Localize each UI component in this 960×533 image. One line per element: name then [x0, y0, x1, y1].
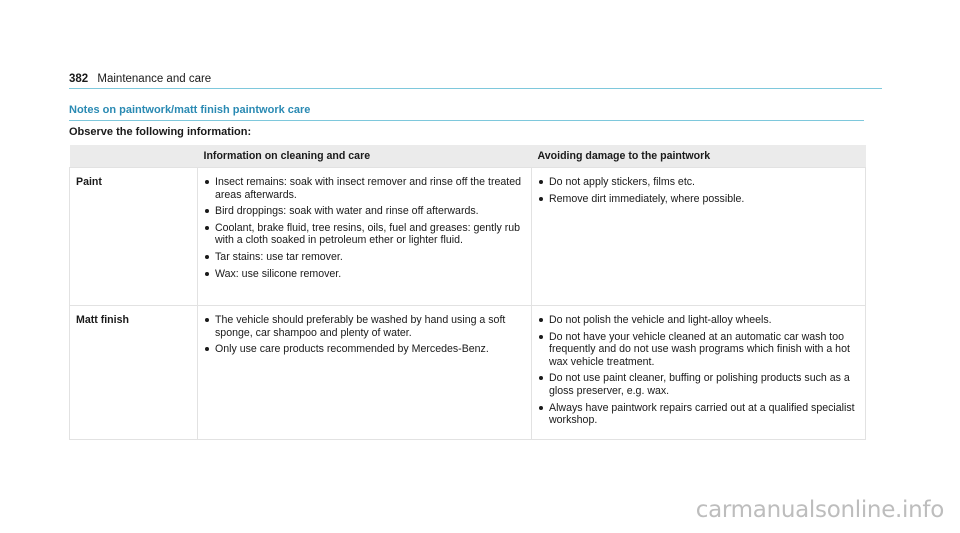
- row-label-matt-finish: Matt finish: [70, 306, 198, 440]
- list-item: Do not use paint cleaner, buffing or polishing products such as a gloss preserver, e.g. wax.: [538, 372, 855, 397]
- column-header-cleaning: Information on cleaning and care: [198, 145, 532, 168]
- list-item: Do not apply stickers, films etc.: [538, 176, 855, 189]
- list-item: Insect remains: soak with insect remover and rinse off the treated areas afterwards.: [204, 176, 521, 201]
- column-header-empty: [70, 145, 198, 168]
- page-number: 382: [69, 73, 89, 85]
- paint-cleaning-list: [204, 176, 521, 280]
- row-label-paint: Paint: [70, 168, 198, 306]
- list-item: Always have paintwork repairs carried out at a qualified specialist workshop.: [538, 402, 855, 427]
- list-item: The vehicle should preferably be washed by hand using a soft sponge, car shampoo and plenty of water.: [204, 314, 521, 339]
- section-title: Notes on paintwork/matt finish paintwork care: [69, 103, 864, 121]
- list-item: Coolant, brake fluid, tree resins, oils, fuel and greases: gently rub with a cloth soaked in petroleum ether or lighter fluid.: [204, 222, 521, 247]
- list-item: Do not have your vehicle cleaned at an automatic car wash too frequently and do not use wash programs which finish with a hot wax vehicle treatment.: [538, 331, 855, 369]
- list-item: Remove dirt immediately, where possible.: [538, 193, 855, 206]
- page-header: [69, 72, 882, 89]
- list-item: Tar stains: use tar remover.: [204, 251, 521, 264]
- watermark: carmanualsonline.info: [695, 497, 944, 523]
- header-section-title: Maintenance and care: [97, 73, 212, 85]
- list-item: Bird droppings: soak with water and rinse off afterwards.: [204, 205, 521, 218]
- paint-avoiding-cell: [532, 168, 866, 306]
- list-item: Wax: use silicone remover.: [204, 268, 521, 281]
- intro-text: Observe the following information:: [69, 126, 252, 138]
- paint-avoiding-list: [538, 176, 855, 205]
- care-table: [69, 145, 866, 440]
- matt-cleaning-list: [204, 314, 521, 356]
- list-item: Do not polish the vehicle and light-alloy wheels.: [538, 314, 855, 327]
- table-row: [70, 168, 866, 306]
- matt-cleaning-cell: [198, 306, 532, 440]
- table-header-row: [70, 145, 866, 168]
- list-item: Only use care products recommended by Mercedes-Benz.: [204, 343, 521, 356]
- table-row: [70, 306, 866, 440]
- column-header-avoiding: Avoiding damage to the paintwork: [532, 145, 866, 168]
- matt-avoiding-list: [538, 314, 855, 427]
- matt-avoiding-cell: [532, 306, 866, 440]
- paint-cleaning-cell: [198, 168, 532, 306]
